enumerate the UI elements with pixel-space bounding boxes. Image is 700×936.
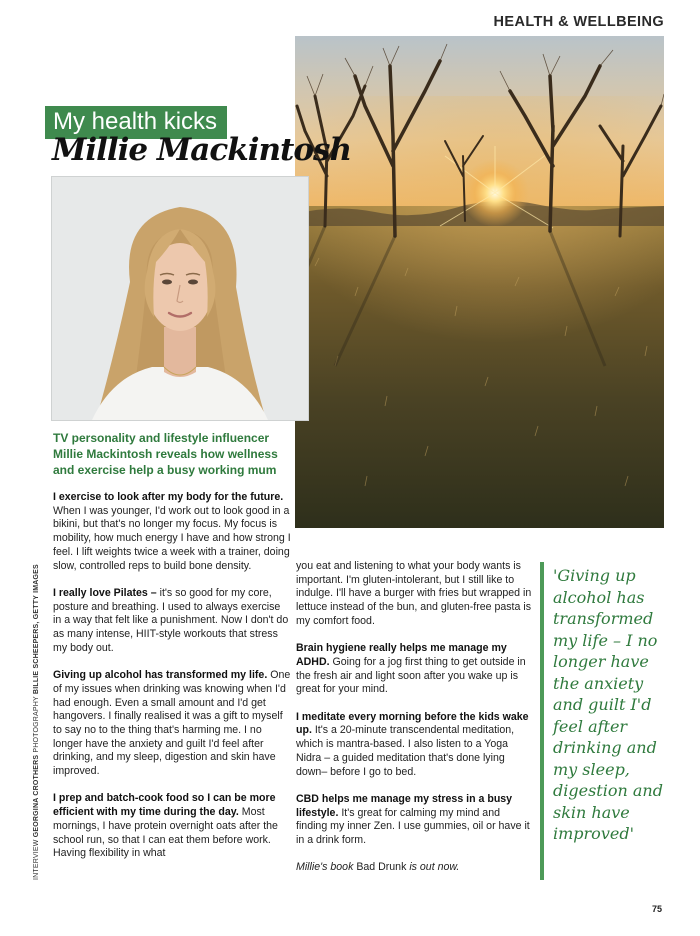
book-note-prefix: Millie's book [296, 861, 354, 874]
credit-interviewer: GEORGINA CROTHERS [33, 754, 40, 838]
standfirst: TV personality and lifestyle influencer Millie Mackintosh reveals how wellness and exercise help a busy working mum [53, 431, 278, 477]
paragraph-lead: Giving up alcohol has transformed my life. [53, 669, 268, 682]
credit-interview-label: INTERVIEW [33, 839, 40, 880]
paragraph-continuation: you eat and listening to what your body wants is important. I'm gluten-intolerant, but I still like to indulge. I'll have a burger with fries but wrapped in lettuce instead of the bun, and gluten-free pasta is my comfort food. [296, 560, 532, 627]
body-column-2 [296, 560, 534, 889]
pull-quote-bar [540, 562, 544, 880]
body-column-1 [53, 491, 291, 875]
sunset-field-illustration [295, 36, 664, 528]
paragraph-body: it's so good for my core, posture and breathing. I used to always exercise in a way that felt like a punishment. Now I don't do as many intense, HIIT-style workouts that stress my body out. [53, 586, 289, 654]
paragraph-adhd [296, 642, 534, 697]
paragraph-lead: I meditate every morning before the kids wake up. [296, 710, 529, 737]
paragraph-body: It's a 20-minute transcendental meditation, which is mantra-based. I also listen to a Yoga Nidra – a guided meditation that's done lying down– before I go to bed. [296, 724, 515, 778]
paragraph-cbd [296, 793, 534, 848]
paragraph-body: Most mornings, I have protein overnight oats after the school run, so that I can eat them before work. Having flexibility in what [53, 806, 278, 860]
credit-photographers: BILLIE SCHEEPERS, GETTY IMAGES [33, 564, 40, 695]
paragraph-pilates [53, 587, 291, 656]
paragraph-lead: I prep and batch-cook food so I can be more efficient with my time during the day. [53, 792, 276, 819]
paragraph-food-prep [53, 792, 291, 861]
paragraph-alcohol [53, 669, 291, 779]
pull-quote: 'Giving up alcohol has transformed my life – I no longer have the anxiety and guilt I'd feel after drinking and my sleep, digestion and skin have improved' [553, 566, 663, 843]
book-note [296, 861, 534, 875]
section-label: HEALTH & WELLBEING [493, 14, 664, 30]
paragraph-lead: I really love Pilates – [53, 586, 157, 599]
paragraph-lead: I exercise to look after my body for the future. [53, 491, 284, 503]
paragraph-lead: Brain hygiene really helps me manage my ADHD. [296, 642, 507, 668]
paragraph-body: Going for a jog first thing to get outside in the fresh air and light soon after you wake up is great for your mind. [296, 655, 526, 696]
paragraph-meditate [296, 711, 534, 780]
credit-photo-label: PHOTOGRAPHY [33, 696, 40, 753]
headline-kicker: My health kicks [45, 106, 227, 139]
headline-name: Millie Mackintosh [52, 132, 351, 168]
portrait-photo [51, 176, 309, 421]
page-number: 75 [651, 904, 662, 914]
book-note-suffix: is out now. [406, 861, 460, 874]
paragraph-lead: CBD helps me manage my stress in a busy lifestyle. [296, 792, 513, 819]
paragraph-body: It's great for calming my mind and finding my inner Zen. I use gummies, oil or have it in a drink form. [296, 806, 530, 847]
paragraph-body: When I was younger, I'd work out to look good in a bikini, but that's no longer my focus. My focus is mobility, how much energy I have and how strong I feel. I lift weights twice a week with a trainer, doing slow, controlled reps to build bone density. [53, 504, 291, 572]
paragraph-body: One of my issues when drinking was knowing when I'd had enough. Even a small amount and I'd get hangovers. I finally realised it was a gift to myself to say no to the thing that's harming me. I no longer have the anxiety and guilt I'd feel after drinking, and my sleep, digestion and skin have improved. [53, 669, 291, 778]
sunset-field-photo [295, 36, 664, 528]
photo-credit [33, 564, 40, 880]
book-title: Bad Drunk [353, 861, 407, 874]
paragraph-exercise [53, 491, 291, 573]
portrait-illustration [52, 177, 308, 420]
